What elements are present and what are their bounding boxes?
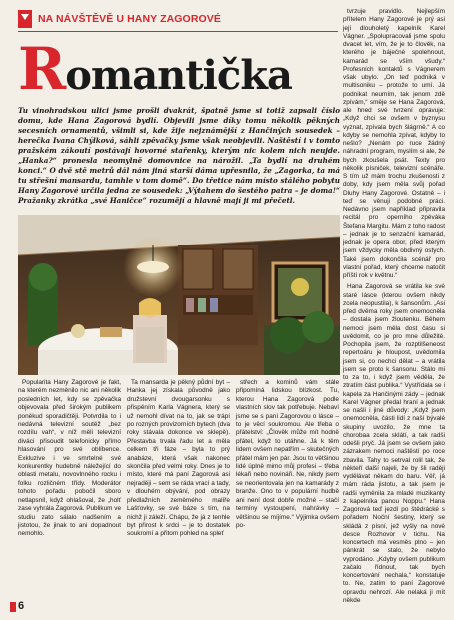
- kicker-marker-icon: [18, 10, 32, 28]
- interior-photo-image: [18, 215, 340, 375]
- text-column: [18, 379, 121, 539]
- kicker-rule: [18, 31, 338, 32]
- headline: [18, 34, 348, 104]
- page-number: 6: [18, 600, 25, 612]
- interior-photo: [18, 215, 340, 375]
- column-paragraph: Popularita Hany Zagorové je fakt, na kterém nezměnilo nic ani několik posledních let, kdy se zpěvačka objevovala před širokým publikem poněkud sporadičtěji. Potvrdila to i nedávná televizní soutěž „bez rozdílu vah“, v níž měli televizní diváci přisoudit telefonicky přímo hlasování pro své oblíbence. Exkluzive i ve smrtelné své konkurentky hudebně náležející do oblasti metalu, novovlnného rocku i folku rozličném třídy. Moderátor tohoto pořadu pobočil sboro netlapsníl, když ohlašoval, že „holť zase vyhrála Zagorová. Publikum ve studiu zato sálalo nadšením a jistotou, že jinak to ani dopadnout nemohlo.: [18, 379, 122, 538]
- bottom-columns: [18, 379, 340, 539]
- right-column: [343, 8, 445, 608]
- right-column-paragraph: tvrzuje pravidlo. Nejlepším přítelem Hany Zagorové je prý asi její dlouholetý kapelník Karel Vágner. „Spolupracovali jsme spolu dvacet let, vím, že je to člověk, na kterého je báječné spolehnout, kamarád se vším všudy.“ Profesních kontaktů s Vágnerem však ubylo. „On teď podniká v multisoniku – protože to umí. Já podnikat neumím, tak jenom zdě zpívám,“ směje se Hana Zagorová, ale hned své tvrzení opravuje: „Když chci se ovšem v byznysu vyznat, zpívala bych šlágrně.“ A co kdyby se nemohla zpívat, kdyby to nešlo? „Nenám po ruce žádný náhradní program, myslím si ale, že bych zkoušela psát. Texty pro několik písniček, televizní scénáře. S tím už mám trochu zkušenosti z doby, kdy jsem měla svůj pořad Dluhy Hany Zagorové. Ostatně – i teď se věnuji podobné práci. Nedávno jsem například připravila recitál pro operního zpěváka Štefana Margitu. Mám z toho radost – jednak je to senzační kamarád, jednak je opera obor, před kterým jsem vždycky měla obdivný ostych. Také jsem dokončila scénář pro vlastní pořad, který chceme natočit příští rok v květnu.“: [343, 8, 445, 279]
- kicker: [18, 8, 338, 30]
- headline-rest: omantička: [65, 52, 292, 99]
- column-paragraph: střech a komínů vám stále připomíná lidskou blízkost. Tu, kterou Hana Zagorová podle vlastních slov tak potřebuje. Nebaví jsme se s paní Zagorovou o lásce – to je věcí soukromou. Ale třeba o přátelství: „Člověk může mít hodně přátel, když to utáhne. Já k těm lidem ovšem nepatřím – skutečných přátel mám jen pár. Jsou to většinou lidé úplně mimo můj profesi – třeba lékaři nebo novináři. Ne, nikdy jsem se neorientovala jen na kamarády z branže. Ono to v populární hudbě ani není dost dobře možné – stačí termíny vystoupení, nahrávky – většinou se míjíme.“ Výjimka ovšem po-: [236, 379, 339, 529]
- right-column-paragraph: Hana Zagorová se vrátila ke své staré lásce (kterou ovšem nikdy zcela neopustila), k šansonům. „Asi před dvěma roky jsem onemocněla – dostala jsem žloutenku. Během nemoci jsem měla dost času si uvědomit, co je pro mne důležité. Pochopila jsem, že rozptilšeneost repertoáru je hloupost, uvědomila jsem si, co nechci dělat – a vrátila jsem se proto k šansonu. Stálo mi to za to, i když jsem věděla, že ztratím část publika.“ Vystřídala se i kapela za Hančinými zády – jednak Karel Vágner předal hraní a jednak se našli i jiné důvody: „Když jsem onemocněla, části lidí z naší bývalé skupiny uvozilo, že mne ta chorobaa zcela sklátí, a tak radši odešli pryč. Já jsem se ovšem jako zázrakem nemoci naštěstí po roce zbavila. Tahy to setrval rolil tak, že někteří další najeli, že by šli raději vydělávat někam do baru. Věř, já mám ráda jistotu, a tak jsem je radši vyměnila za mladé muzikanty z kapelníka panou Noppu.“ Hana Zagorová teď jezdí po štědrácké s pořadem Noční šestiny, který se skládá z písní, jež vyšly na nové desce Rozhovor v tichu. Na koncertech má vesměs plno – jen pánkrát se stalo, že nebylo vyprodáno. „Kdyby ovšem publikum začalo řídnout, tak bych koncertování nechala,“ konstatuje to. Ne, zatím to paní Zagorové opravdu nehrozí. Ale nelaká ji mít někde: [343, 283, 445, 604]
- column-paragraph: Ta mansarda je pěkný půdní byt – Hanka jej získala původně jako družstevní dvougarsonku s přispěním Karla Vágnera, který se už nemohl dívat na to, jak se trápí po rozných provizorních bytech (dva roky stávala dokonce ve sklepě). Přestavba trvala řadu let a měla celkem tři fáze – byla to prý anabáze, která však nakonec skončila před velmi roky. Dnes je to místo, které má paní Zagorová asi nejraději – sem se ráda vrací a tady, v dlouhém obývání, pod obrazy předlažních zeměmého malíře Lašťovky, se své báze s tím, na nichž ji záleží. Chápu, že já z tenhle byt přirost k srdci – je to dostatek soukromí a přitom pohled na spleť: [127, 379, 230, 538]
- text-column: [236, 379, 339, 539]
- text-column: [127, 379, 230, 539]
- headline-initial: R: [18, 35, 66, 103]
- lede-paragraph: Tu vinohradskou ulici jsme prošli dvakrát, špatně jsme si totiž zapsali číslo domu, kde Hana Zagorová bydlí. Objevili jsme díky tomu několik pěkných secesních ornamentů, všimli si, kde žije nejznámější z Hančiných sousedek – herečka Ivana Chýlková, sáhli zpěvačky jsme však neobjevili. Naštěstí i v tomto pražském zákoutí postávají hovorné stařenky, kterým nic kolem nich neujde. „Hanka?“ pronesla neomylně domovnice na nárožil. „Ta bydlí na druhém konci.“ O dvě stě metrů dál nám jiná starší dáma upřesnila, že „Zagorka, ta má tu střešní mansardu, tamhle v tom domě“. Do třetice nám místo stálého pobytu Hany Zagorové určila jedna ze sousedek: „Výtahem do šestého patra – je doma!“ Pražanky zkrátka „své Haničce“ rozumějí a hlavně mají ji mi přečetl.: [18, 106, 340, 205]
- kicker-text: NA NÁVŠTĚVĚ U HANY ZAGOROVÉ: [38, 13, 221, 25]
